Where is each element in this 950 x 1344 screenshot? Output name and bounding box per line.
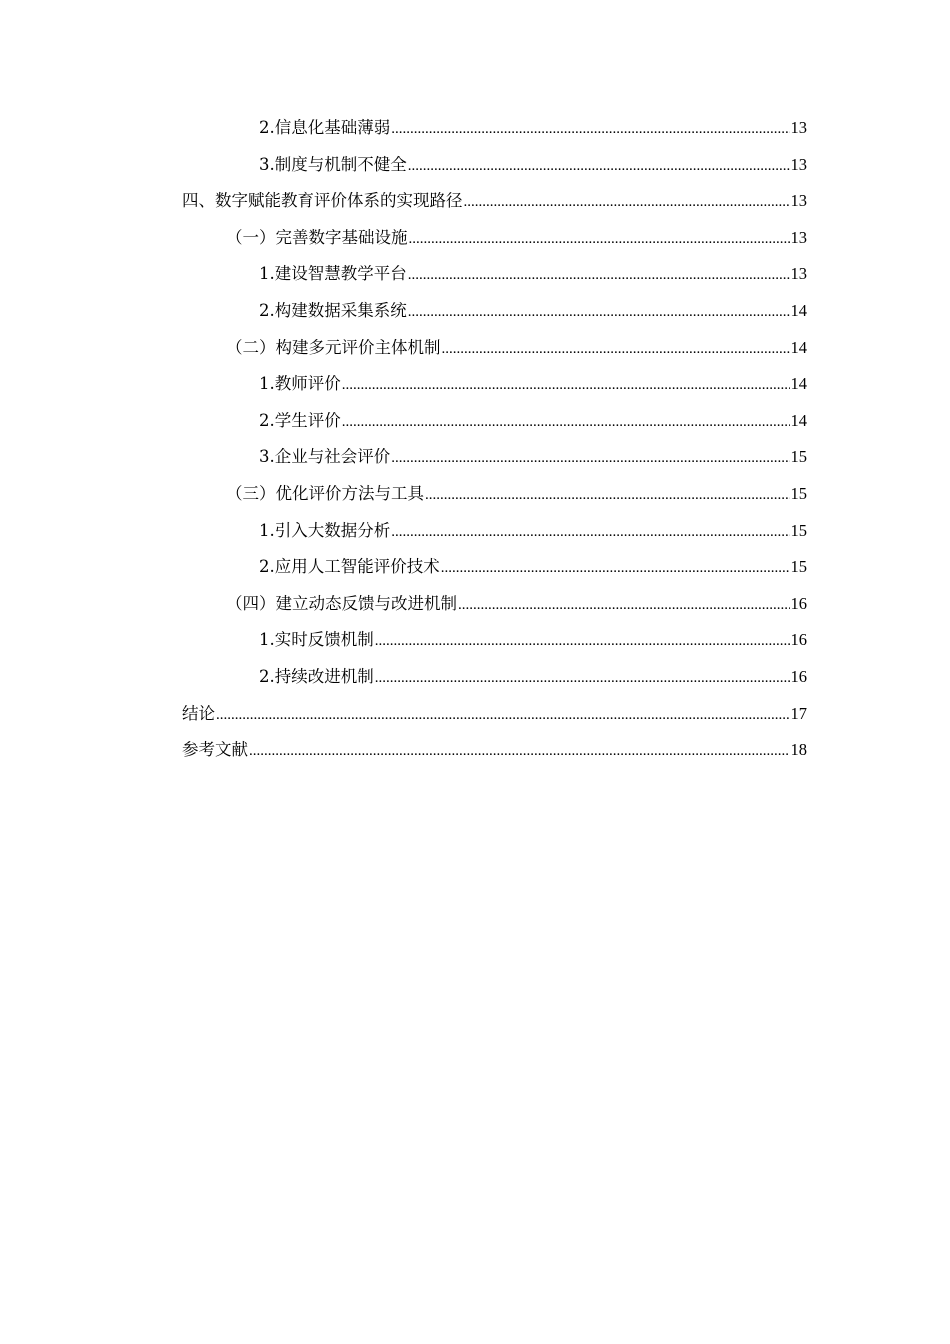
toc-entry-title: 2.构建数据采集系统 (259, 300, 407, 320)
toc-entry-page: 13 (790, 154, 807, 174)
toc-entry-page: 16 (790, 593, 807, 613)
toc-entry[interactable] (182, 260, 807, 297)
toc-entry[interactable] (182, 297, 807, 334)
toc-entry-title: 3.企业与社会评价 (259, 447, 391, 467)
toc-entry-page: 13 (790, 264, 807, 284)
toc-dot-leader (375, 670, 790, 687)
table-of-contents (182, 114, 807, 773)
toc-entry-page: 15 (790, 483, 807, 503)
toc-dot-leader (408, 304, 790, 321)
toc-entry-page: 13 (790, 191, 807, 211)
toc-entry-title: 3.制度与机制不健全 (259, 154, 407, 174)
toc-entry-page: 14 (790, 410, 807, 430)
toc-dot-leader (342, 377, 790, 394)
toc-entry[interactable] (182, 517, 807, 554)
toc-entry[interactable] (182, 590, 807, 627)
toc-entry-page: 14 (790, 337, 807, 357)
toc-entry-page: 18 (790, 740, 807, 760)
toc-entry-title: （二）构建多元评价主体机制 (226, 337, 441, 357)
toc-entry-page: 15 (790, 520, 807, 540)
toc-entry[interactable] (182, 334, 807, 371)
toc-dot-leader (342, 414, 790, 431)
toc-entry-page: 15 (790, 557, 807, 577)
toc-entry-title: 2.信息化基础薄弱 (259, 118, 391, 137)
toc-entry-page: 16 (790, 630, 807, 650)
toc-entry[interactable] (182, 700, 807, 737)
toc-entry-title: 结论 (182, 703, 215, 723)
toc-entry-title: 1.教师评价 (259, 374, 341, 394)
toc-dot-leader (408, 158, 790, 175)
toc-entry[interactable] (182, 663, 807, 700)
toc-entry-page: 16 (790, 666, 807, 686)
toc-entry-title: （一）完善数字基础设施 (226, 227, 408, 247)
toc-dot-leader (391, 450, 789, 467)
toc-entry-title: （三）优化评价方法与工具 (226, 483, 424, 503)
toc-dot-leader (442, 341, 790, 358)
toc-entry-page: 13 (790, 118, 807, 137)
toc-entry-title: （四）建立动态反馈与改进机制 (226, 593, 457, 613)
toc-entry-page: 17 (790, 703, 807, 723)
toc-dot-leader (249, 743, 790, 760)
toc-entry-title: 2.持续改进机制 (259, 666, 374, 686)
toc-entry-page: 13 (790, 227, 807, 247)
toc-entry-title: 2.应用人工智能评价技术 (259, 557, 440, 577)
toc-entry-page: 15 (790, 447, 807, 467)
toc-entry[interactable] (182, 407, 807, 444)
toc-entry[interactable] (182, 553, 807, 590)
toc-entry-title: 参考文献 (182, 740, 248, 760)
toc-dot-leader (425, 487, 790, 504)
toc-entry-page: 14 (790, 300, 807, 320)
toc-entry[interactable] (182, 114, 807, 151)
toc-dot-leader (441, 560, 790, 577)
toc-entry-title: 四、数字赋能教育评价体系的实现路径 (182, 191, 463, 211)
toc-entry-page: 14 (790, 374, 807, 394)
toc-entry[interactable] (182, 187, 807, 224)
toc-entry-title: 1.引入大数据分析 (259, 520, 391, 540)
toc-entry-title: 2.学生评价 (259, 410, 341, 430)
toc-dot-leader (458, 597, 790, 614)
toc-entry[interactable] (182, 480, 807, 517)
toc-entry[interactable] (182, 151, 807, 188)
toc-entry-title: 1.实时反馈机制 (259, 630, 374, 650)
toc-dot-leader (216, 707, 790, 724)
toc-entry-title: 1.建设智慧教学平台 (259, 264, 407, 284)
toc-entry[interactable] (182, 370, 807, 407)
toc-entry[interactable] (182, 736, 807, 773)
toc-dot-leader (464, 194, 790, 211)
toc-dot-leader (391, 524, 789, 541)
toc-dot-leader (391, 121, 789, 138)
toc-dot-leader (409, 231, 790, 248)
toc-entry[interactable] (182, 224, 807, 261)
toc-entry[interactable] (182, 443, 807, 480)
toc-dot-leader (408, 267, 790, 284)
toc-dot-leader (375, 633, 790, 650)
toc-entry[interactable] (182, 626, 807, 663)
